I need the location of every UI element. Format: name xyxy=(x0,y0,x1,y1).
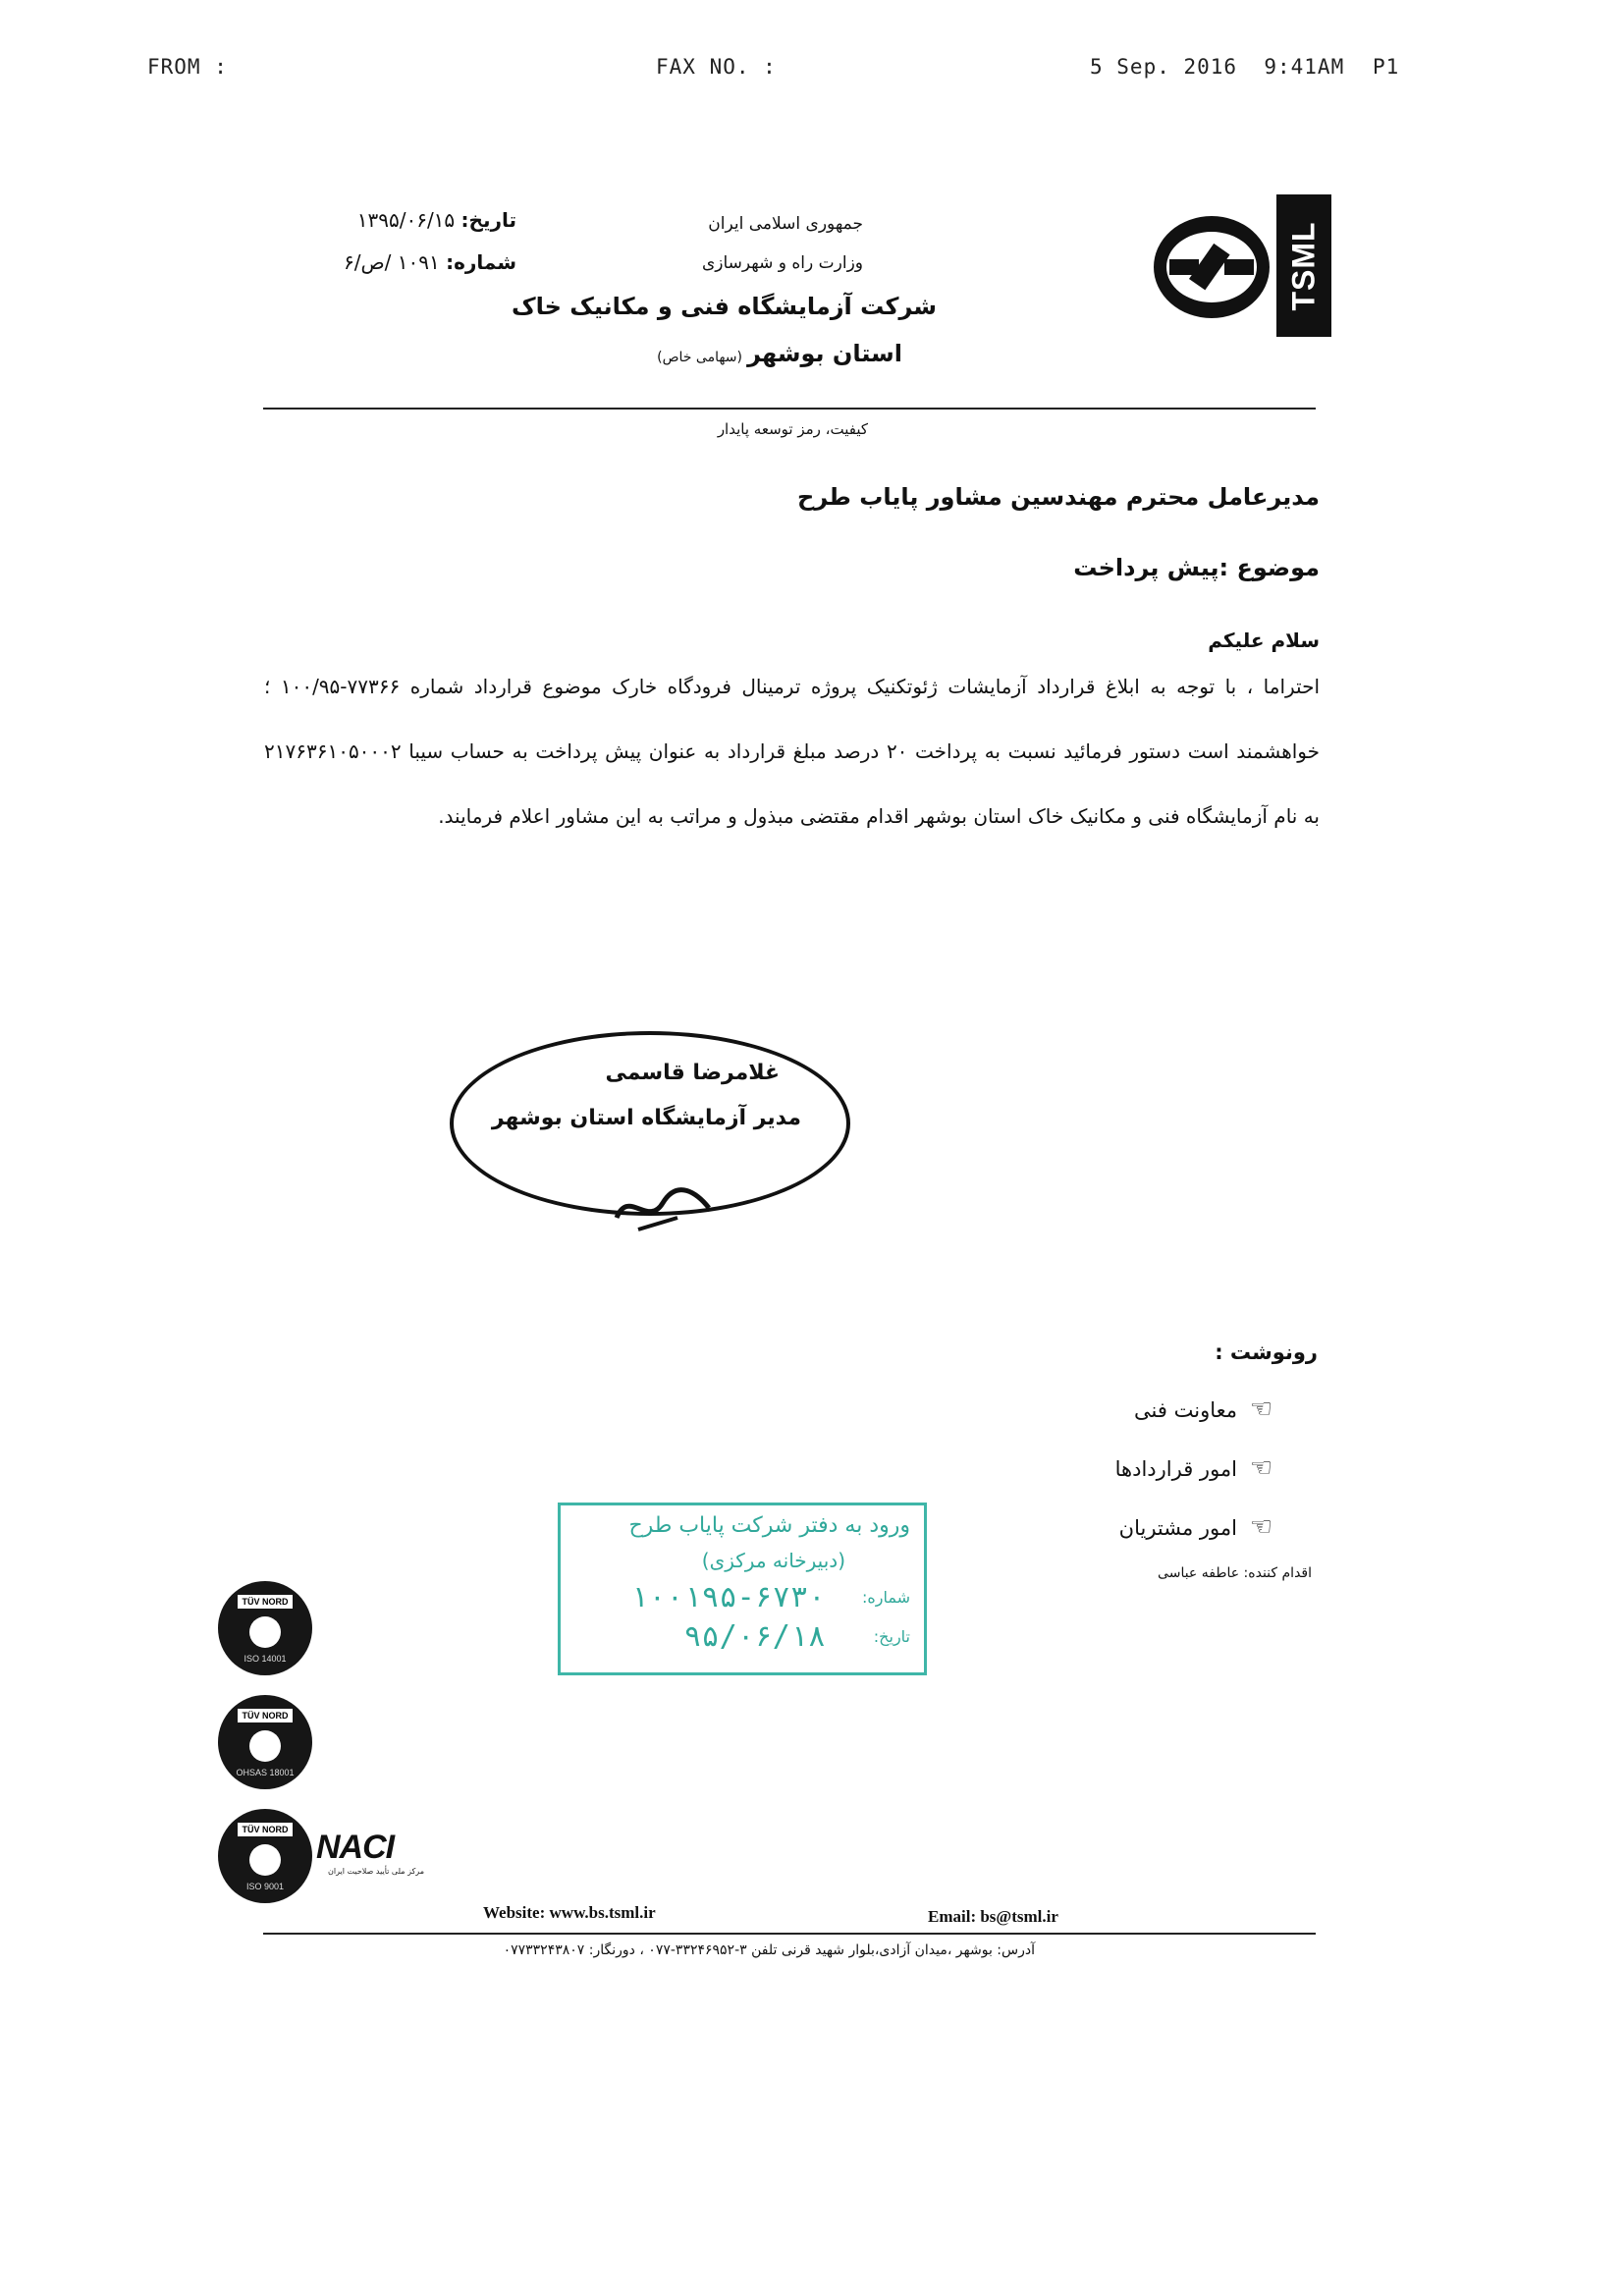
ohsas-18001-badge: TÜV NORD OHSAS 18001 xyxy=(218,1695,312,1789)
footer-website: Website: www.bs.tsml.ir xyxy=(483,1903,656,1922)
handwritten-signature xyxy=(609,1178,717,1241)
signatory-title: مدیر آزمایشگاه استان بوشهر xyxy=(491,1106,801,1130)
logo-emblem-icon xyxy=(1154,216,1270,318)
country-name: جمهوری اسلامی ایران xyxy=(708,214,863,234)
stamp-number-value: ۱۰۰۱۹۵-۶۷۳۰ xyxy=(630,1580,826,1614)
letter-number xyxy=(344,250,516,274)
fax-page-number: P1 xyxy=(1373,55,1400,79)
naci-logo xyxy=(316,1829,424,1876)
stamp-line-2: (دبیرخانه مرکزی) xyxy=(701,1549,845,1572)
number-value: ۱۰۹۱ /ص/۶ xyxy=(344,250,440,274)
date-value: ۱۳۹۵/۰۶/۱۵ xyxy=(356,208,456,232)
naci-wordmark: NACI xyxy=(316,1829,395,1866)
cc-item: ☜ امور مشتریان xyxy=(1118,1512,1272,1542)
fax-timestamp: 5 Sep. 2016 9:41AM xyxy=(1090,55,1345,79)
stamp-number-label: شماره: xyxy=(861,1588,910,1607)
tuv-mark-icon xyxy=(249,1844,281,1876)
company-motto: کیفیت، رمز توسعه پایدار xyxy=(717,420,868,438)
stamp-line-1: ورود به دفتر شرکت پایاب طرح xyxy=(628,1513,910,1538)
cc-label: رونوشت : xyxy=(1215,1340,1318,1364)
footer-email: Email: bs@tsml.ir xyxy=(928,1907,1058,1926)
footer-address: آدرس: بوشهر ،میدان آزادی،بلوار شهید قرنی تلفن ۳-۳۳۲۴۶۹۵۲-۰۷۷ ، دورنگار: ۰۷۷۳۳۲۴۳۸۰۷ xyxy=(503,1942,1035,1958)
number-label: شماره: xyxy=(446,250,516,274)
naci-caption: مرکز ملی تأیید صلاحیت ایران xyxy=(328,1867,424,1876)
pointing-hand-icon: ☜ xyxy=(1249,1394,1272,1424)
company-type: (سهامی خاص) xyxy=(657,350,742,365)
iso-14001-badge: TÜV NORD ISO 14001 xyxy=(218,1581,312,1675)
pointing-hand-icon: ☜ xyxy=(1249,1453,1272,1483)
received-stamp xyxy=(558,1503,927,1675)
date-label: تاریخ: xyxy=(460,208,516,232)
header-divider xyxy=(263,408,1316,410)
stamp-date-label: تاریخ: xyxy=(873,1627,910,1646)
recipient: مدیرعامل محترم مهندسین مشاور پایاب طرح xyxy=(797,483,1320,511)
tuv-mark-icon xyxy=(249,1730,281,1762)
company-logo xyxy=(1154,194,1335,340)
prepared-by: اقدام کننده: عاطفه عباسی xyxy=(1158,1565,1312,1581)
fax-number-label: FAX NO. : xyxy=(656,55,777,79)
stamp-date-value: ۹۵/۰۶/۱۸ xyxy=(683,1619,826,1654)
ministry-name: وزارت راه و شهرسازی xyxy=(701,253,863,273)
pointing-hand-icon: ☜ xyxy=(1249,1512,1272,1542)
signatory-name: غلامرضا قاسمی xyxy=(605,1061,780,1085)
footer-divider xyxy=(263,1933,1316,1935)
tuv-mark-icon xyxy=(249,1616,281,1648)
cc-item: ☜ امور قراردادها xyxy=(1114,1453,1272,1483)
greeting: سلام علیکم xyxy=(1208,629,1320,652)
cc-item: ☜ معاونت فنی xyxy=(1134,1394,1272,1424)
letter-date xyxy=(357,208,516,232)
subject: موضوع :پیش پرداخت xyxy=(1073,554,1320,581)
logo-wordmark: TSML xyxy=(1276,194,1331,337)
letter-body: احتراما ، با توجه به ابلاغ قرارداد آزمایشات ژئوتکنیک پروژه ترمینال فرودگاه خارک موضوع قرارداد شماره ۷۷۳۶۶-۱۰۰/۹۵ ؛خواهشمند است دستور فرمائید نسبت به پرداخت ۲۰ درصد مبلغ قرارداد به عنوان پیش پرداخت به حساب سیبا ۲۱۷۶۳۶۱۰۵۰۰۰۲ به نام آزمایشگاه فنی و مکانیک خاک استان بوشهر اقدام مقتضی مبذول و مراتب به این مشاور اعلام فرمایند. xyxy=(264,675,1320,828)
province-line xyxy=(657,340,902,367)
company-name: شرکت آزمایشگاه فنی و مکانیک خاک xyxy=(512,293,937,320)
iso-9001-badge: TÜV NORD ISO 9001 xyxy=(218,1809,312,1903)
province-name: استان بوشهر xyxy=(747,340,902,367)
fax-from-label: FROM : xyxy=(147,55,228,79)
